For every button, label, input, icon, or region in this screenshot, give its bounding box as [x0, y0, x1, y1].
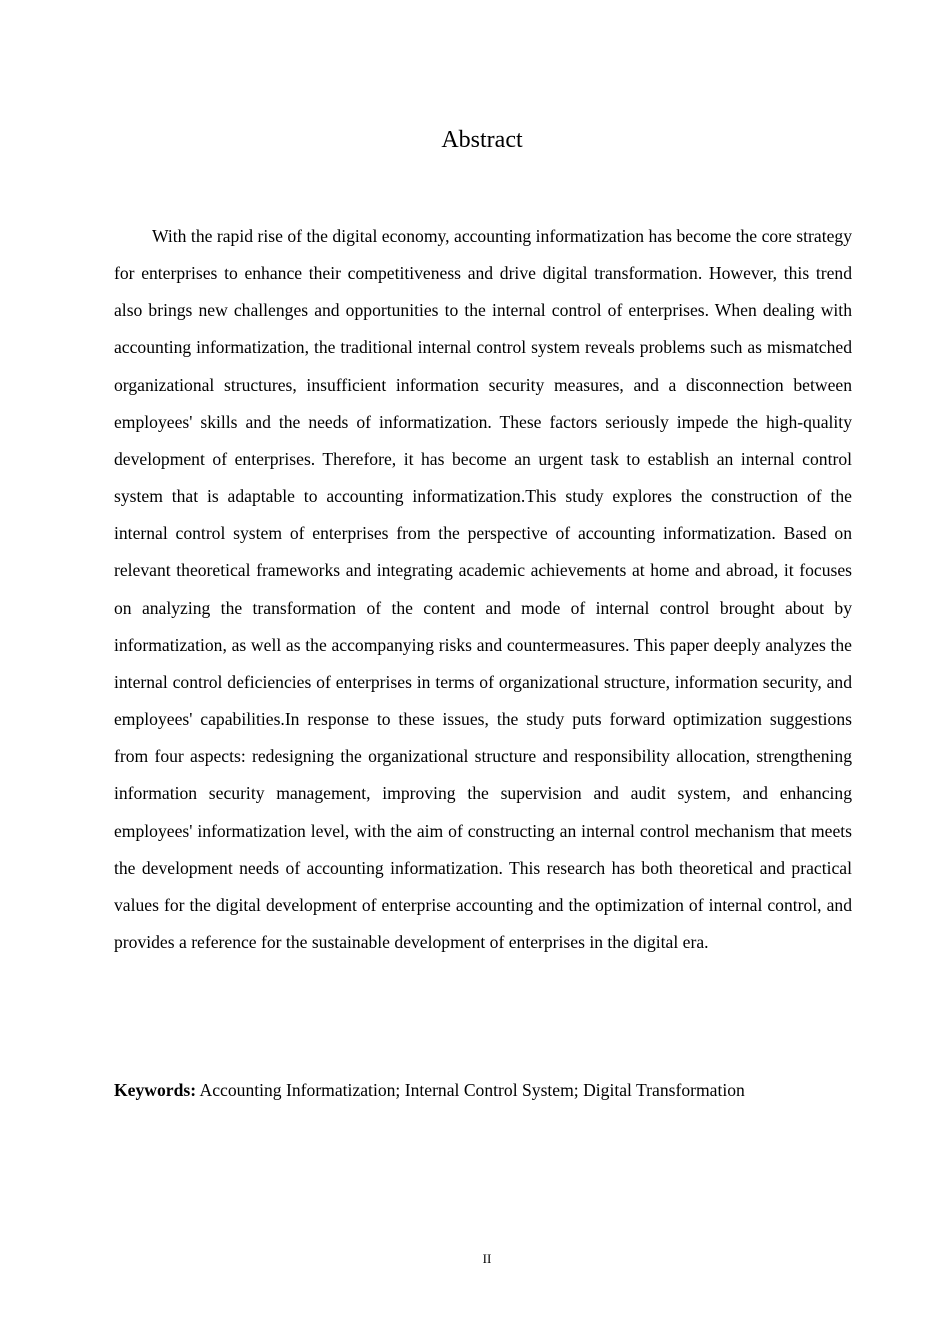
page-number: II — [482, 1251, 492, 1266]
keywords-line — [114, 1073, 852, 1107]
keywords-text: Accounting Informatization; Internal Control System; Digital Transformation — [196, 1080, 745, 1100]
keywords-label: Keywords: — [114, 1080, 197, 1100]
page-title: Abstract — [441, 127, 523, 153]
abstract-paragraph: With the rapid rise of the digital economy, accounting informatization has become the core strategy for enterprises to enhance their competitiveness and drive digital transformation. However, this trend also brings new challenges and opportunities to the internal control of enterprises. When dealing with accounting informatization, the traditional internal control system reveals problems such as mismatched organizational structures, insufficient information security measures, and a disconnection between employees' skills and the needs of informatization. These factors seriously impede the high-quality development of enterprises. Therefore, it has become an urgent task to establish an internal control system that is adaptable to accounting informatization.This study explores the construction of the internal control system of enterprises from the perspective of accounting informatization. Based on relevant theoretical frameworks and integrating academic achievements at home and abroad, it focuses on analyzing the transformation of the content and mode of internal control brought about by informatization, as well as the accompanying risks and countermeasures. This paper deeply analyzes the internal control deficiencies of enterprises in terms of organizational structure, information security, and employees' capabilities.In response to these issues, the study puts forward optimization suggestions from four aspects: redesigning the organizational structure and responsibility allocation, strengthening information security management, improving the supervision and audit system, and enhancing employees' informatization level, with the aim of constructing an internal control mechanism that meets the development needs of accounting informatization. This research has both theoretical and practical values for the digital development of enterprise accounting and the optimization of internal control, and provides a reference for the sustainable development of enterprises in the digital era. — [114, 226, 852, 952]
